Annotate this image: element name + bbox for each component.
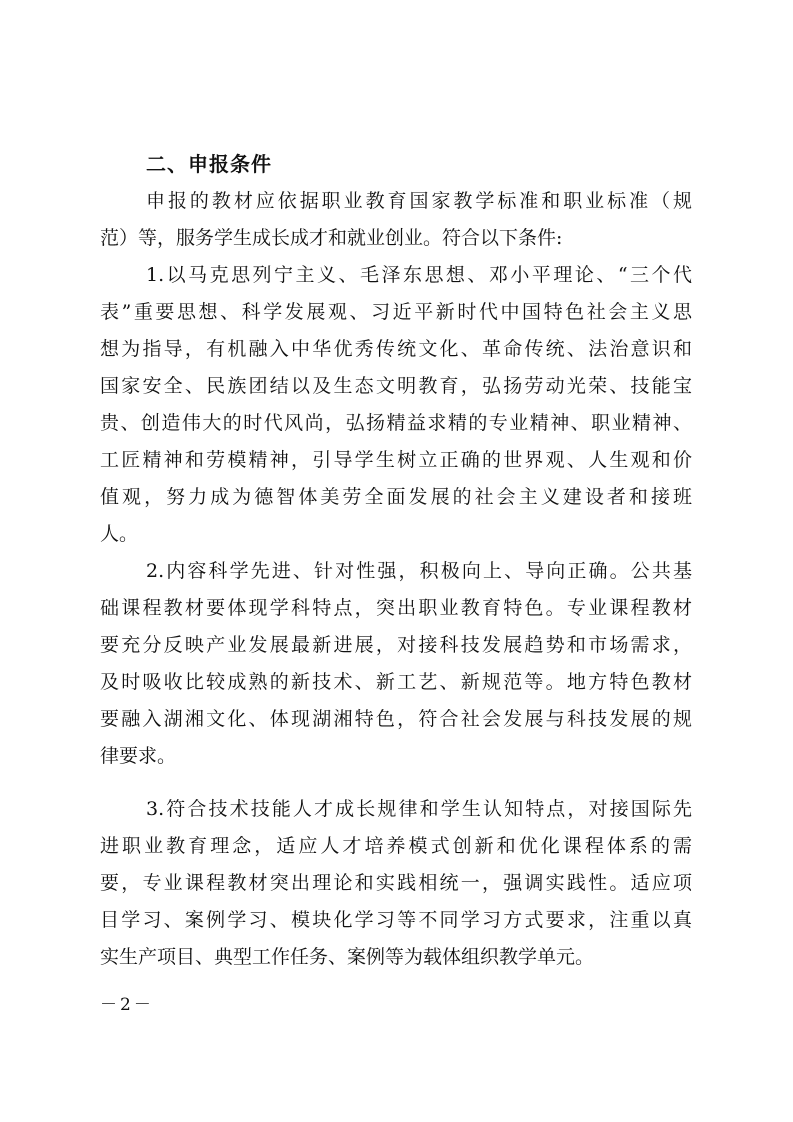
paragraph-line: 2.内容科学先进、针对性强，积极向上、导向正确。公共基 (146, 560, 692, 582)
paragraph-line: 1.以马克思列宁主义、毛泽东思想、邓小平理论、“三个代 (146, 264, 692, 286)
paragraph-line: 工匠精神和劳模精神，引导学生树立正确的世界观、人生观和价 (100, 449, 692, 471)
paragraph-line: 律要求。 (100, 745, 177, 767)
paragraph-line: 3.符合技术技能人才成长规律和学生认知特点，对接国际先 (146, 798, 692, 820)
paragraph-line: 表”重要思想、科学发展观、习近平新时代中国特色社会主义思 (100, 301, 692, 323)
paragraph-line: 要融入湖湘文化、体现湖湘特色，符合社会发展与科技发展的规 (100, 708, 692, 730)
paragraph-line: 目学习、案例学习、模块化学习等不同学习方式要求，注重以真 (100, 909, 692, 931)
section-heading: 二、申报条件 (146, 152, 272, 176)
paragraph-line: 要充分反映产业发展最新进展，对接科技发展趋势和市场需求， (100, 634, 692, 656)
paragraph-line: 及时吸收比较成熟的新技术、新工艺、新规范等。地方特色教材 (100, 671, 692, 693)
paragraph-line: 国家安全、民族团结以及生态文明教育，弘扬劳动光荣、技能宝 (100, 375, 692, 397)
paragraph-line: 贵、创造伟大的时代风尚，弘扬精益求精的专业精神、职业精神、 (100, 412, 692, 434)
paragraph-line: 要，专业课程教材突出理论和实践相统一，强调实践性。适应项 (100, 872, 692, 894)
paragraph-line: 申报的教材应依据职业教育国家教学标准和职业标准（规 (146, 190, 692, 212)
paragraph-line: 础课程教材要体现学科特点，突出职业教育特色。专业课程教材 (100, 597, 692, 619)
paragraph-line: 实生产项目、典型工作任务、案例等为载体组织教学单元。 (100, 946, 595, 968)
paragraph-line: 进职业教育理念，适应人才培养模式创新和优化课程体系的需 (100, 835, 692, 857)
paragraph-line: 人。 (100, 523, 139, 545)
paragraph-line: 想为指导，有机融入中华优秀传统文化、革命传统、法治意识和 (100, 338, 692, 360)
page-number: －2－ (100, 995, 154, 1015)
paragraph-line: 范）等，服务学生成长成才和就业创业。符合以下条件: (100, 227, 563, 249)
paragraph-line: 值观，努力成为德智体美劳全面发展的社会主义建设者和接班 (100, 486, 692, 508)
